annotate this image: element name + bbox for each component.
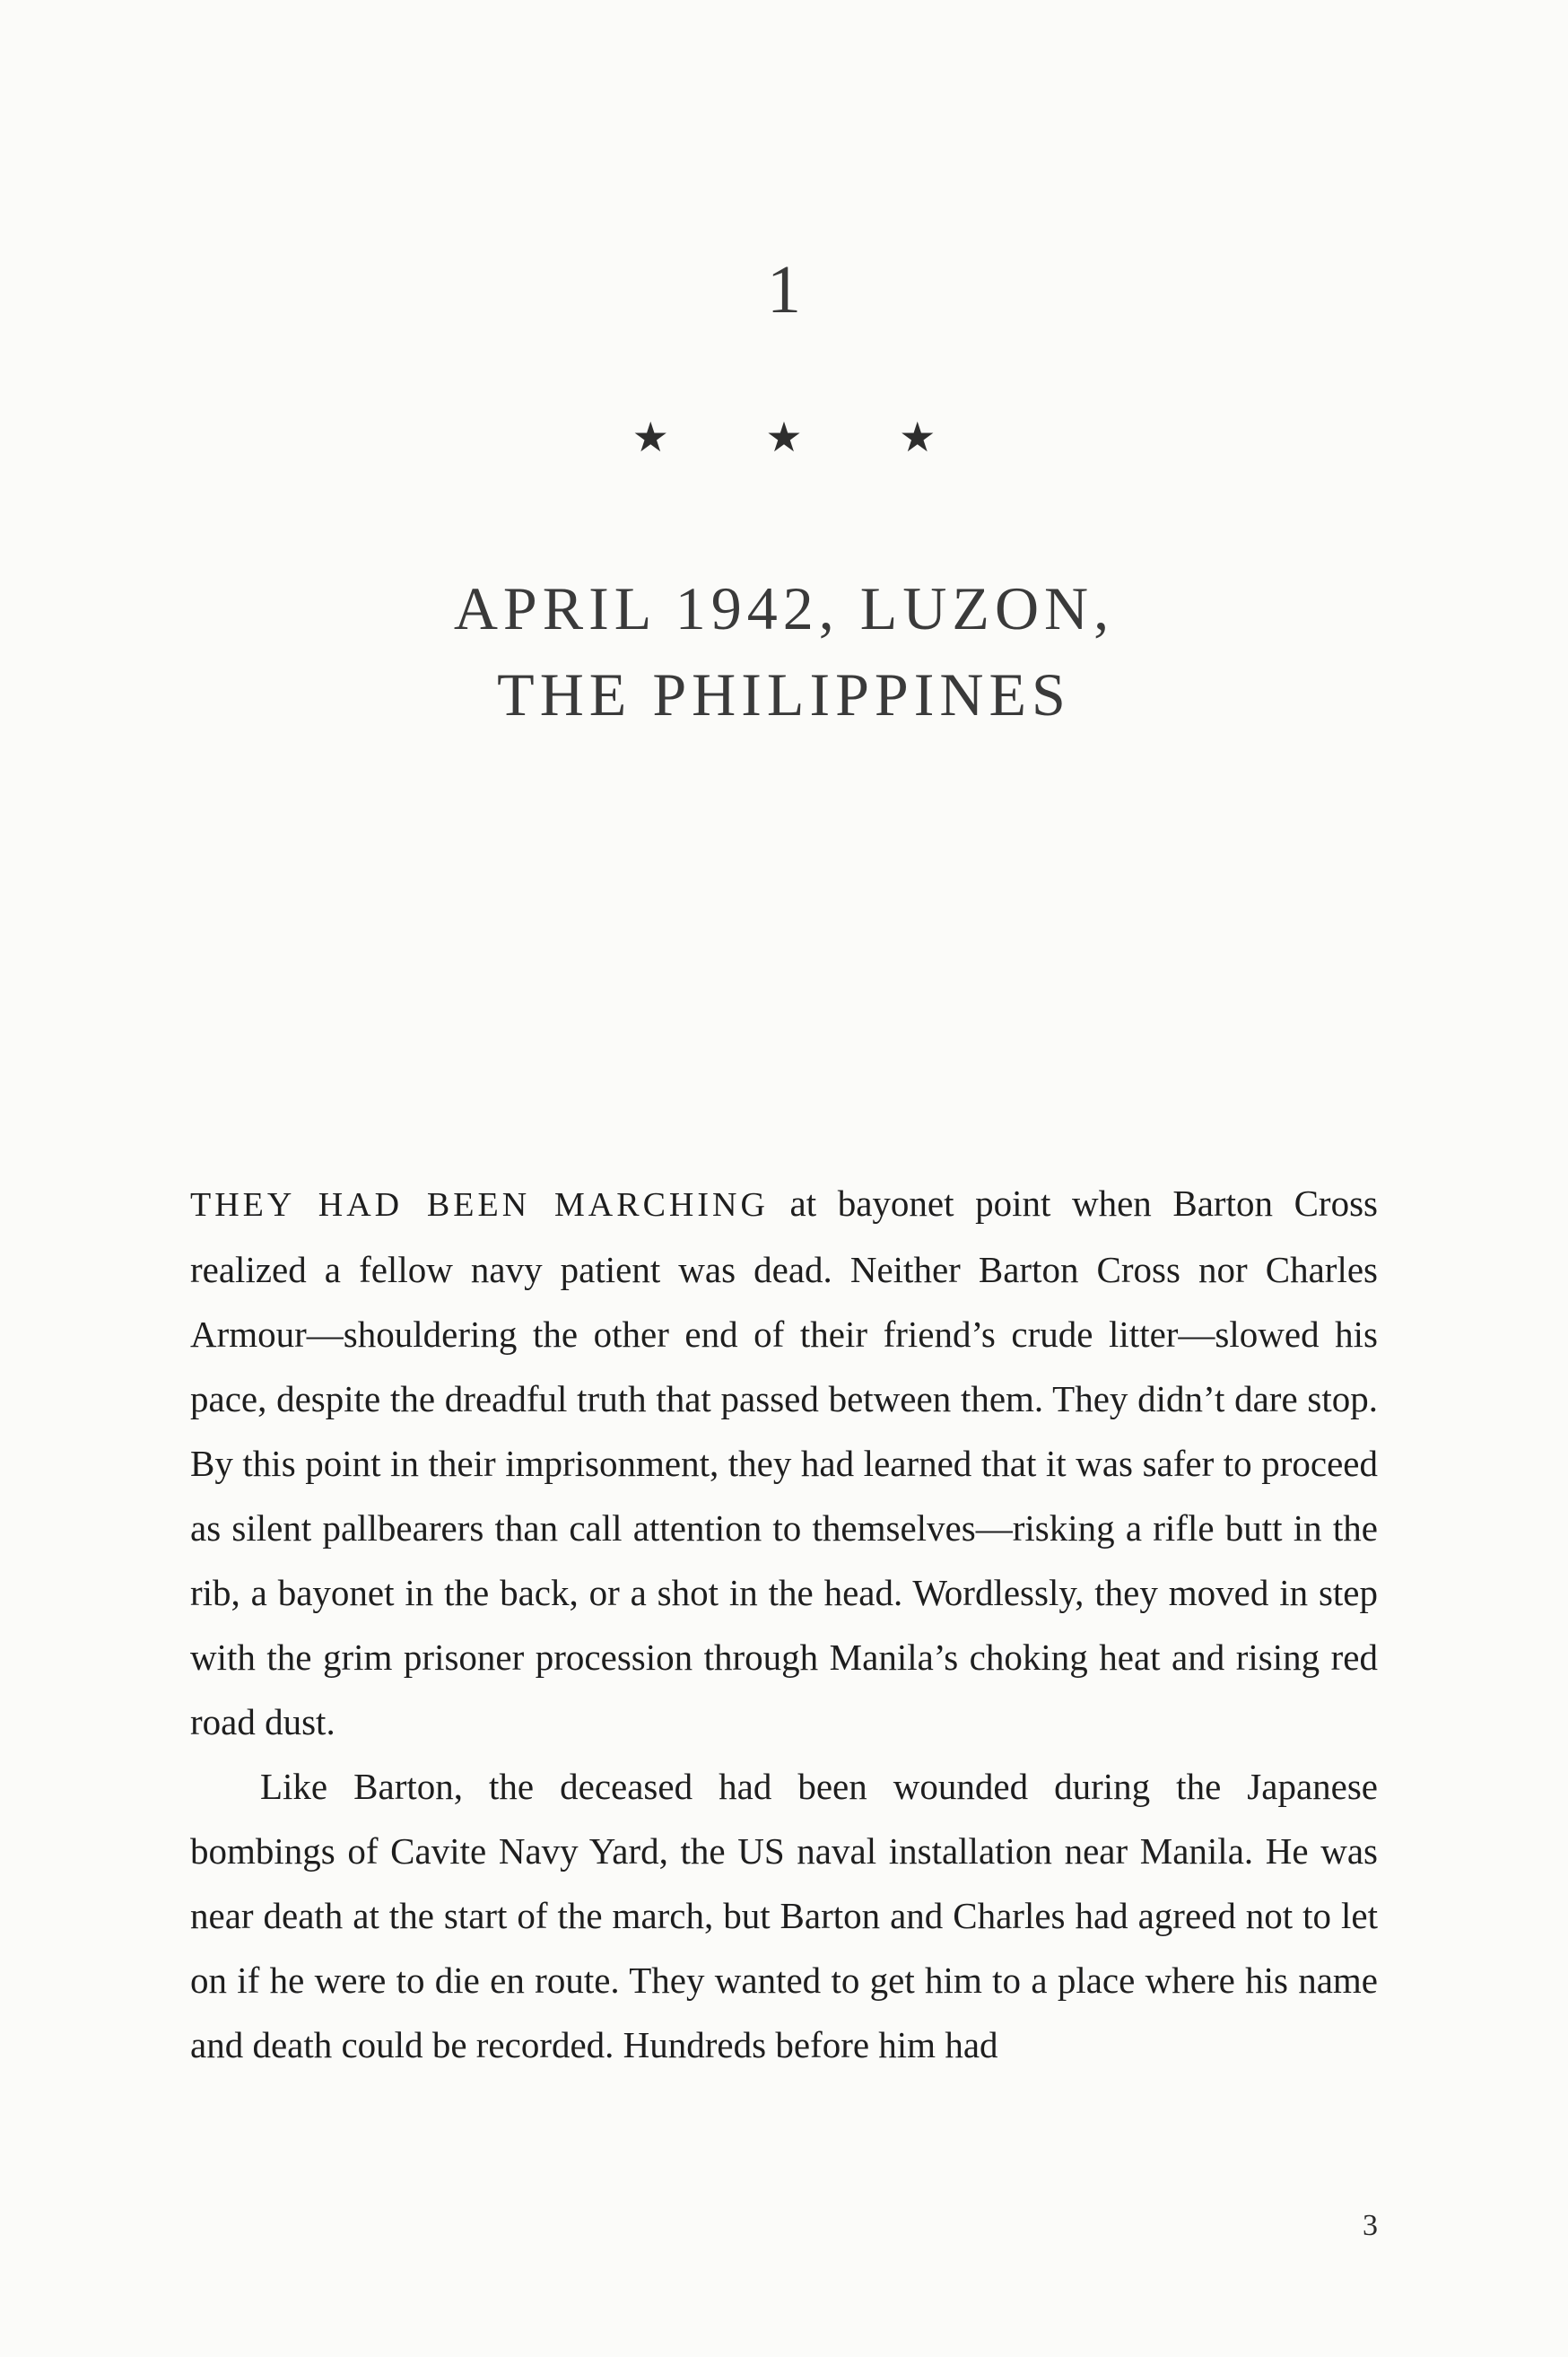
body-text	[190, 1171, 1378, 2077]
chapter-title-line-2: THE PHILIPPINES	[497, 660, 1071, 729]
star-ornament-icon: ★ ★ ★	[632, 415, 980, 460]
paragraph-1-text: at bayonet point when Barton Cross realized a fellow navy patient was dead. Neither Barton Cross nor Charles Armour—shouldering the other end of their friend’s crude litter—slowed his pace, despite the dreadful truth that passed between them. They didn’t dare stop. By this point in their imprisonment, they had learned that it was safer to proceed as silent pallbearers than call attention to themselves—risking a rifle butt in the rib, a bayonet in the back, or a shot in the head. Wordlessly, they moved in step with the grim prisoner procession through Manila’s choking heat and rising red road dust.	[190, 1183, 1378, 1742]
paragraph-1	[190, 1171, 1378, 1754]
page-number: 3	[1363, 2209, 1378, 2242]
chapter-number: 1	[767, 252, 801, 327]
chapter-title	[0, 565, 1568, 738]
paragraph-2: Like Barton, the deceased had been wounded during the Japanese bombings of Cavite Navy Yard, the US naval installation near Manila. He was near death at the start of the march, but Barton and Charles had agreed not to let on if he were to die en route. They wanted to get him to a place where his name and death could be recorded. Hundreds before him had	[190, 1766, 1378, 2065]
lead-in-small-caps: THEY HAD BEEN MARCHING	[190, 1186, 769, 1224]
chapter-title-line-1: APRIL 1942, LUZON,	[453, 574, 1115, 642]
